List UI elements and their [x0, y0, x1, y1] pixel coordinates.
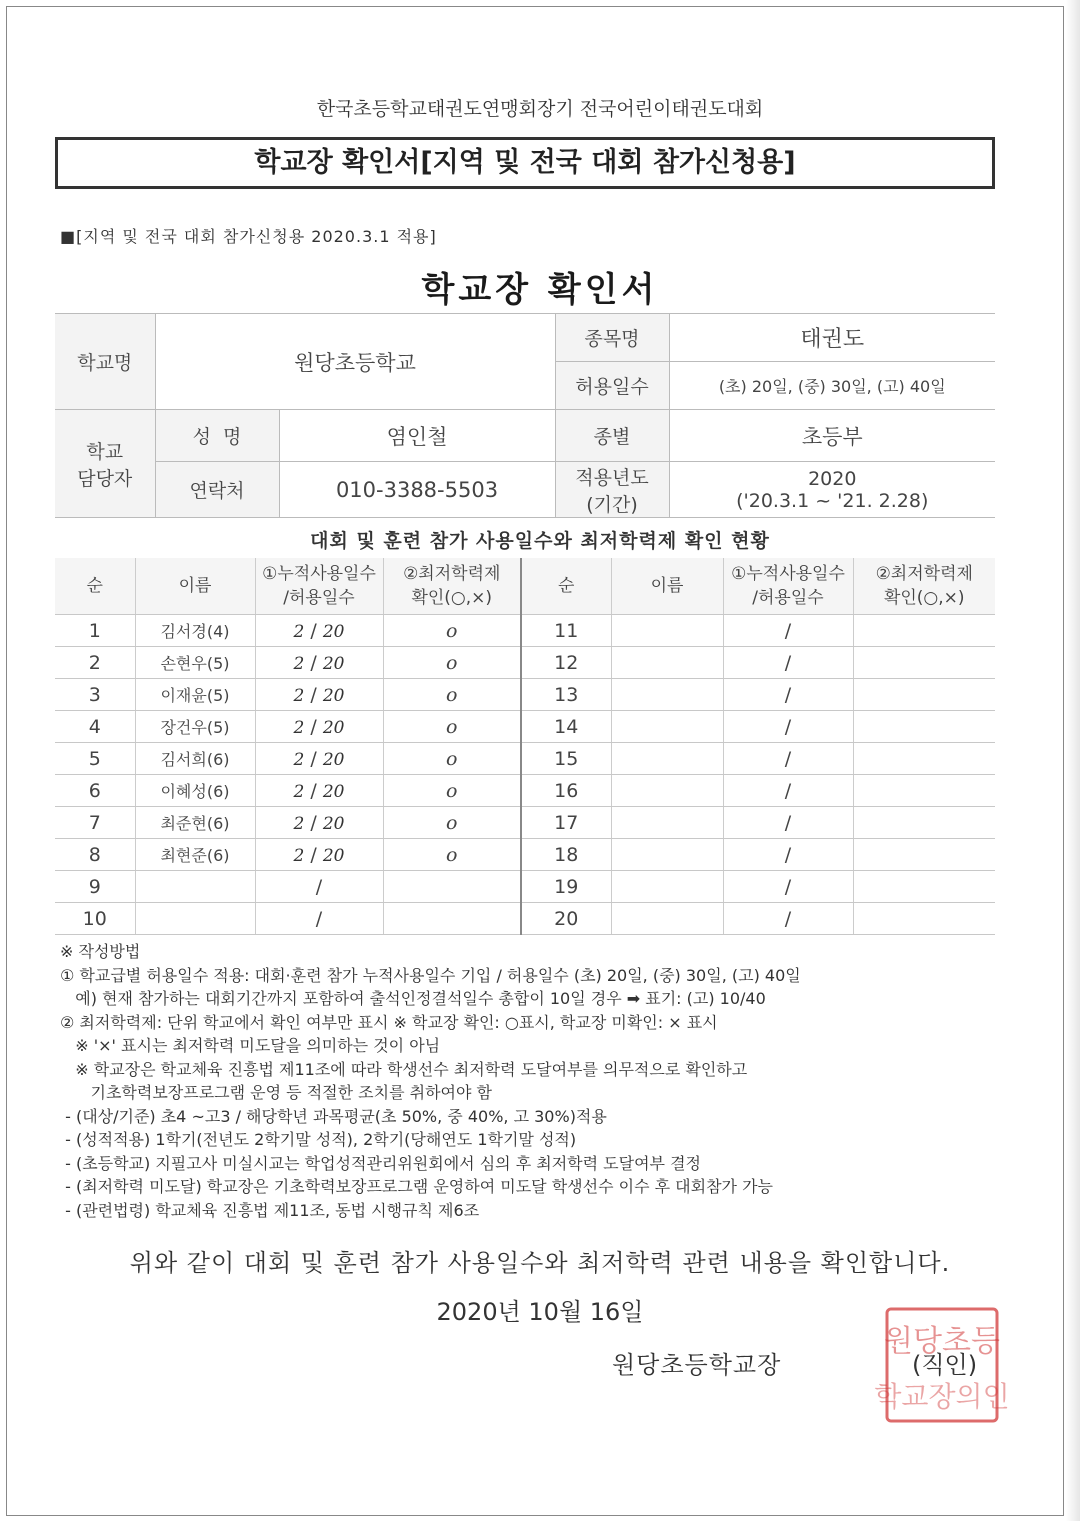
header-days — [255, 558, 383, 615]
student-name-right — [611, 871, 723, 903]
slash: / — [310, 683, 317, 706]
table-row — [55, 711, 995, 743]
instruction-line: - (성적적용) 1학기(전년도 2학기말 성적), 2학기(당해연도 1학기말 성적) — [60, 1130, 577, 1149]
row-no: 1 — [55, 615, 135, 647]
student-name-right — [611, 775, 723, 807]
instruction-line: ※ 학교장은 학교체육 진흥법 제11조에 따라 학생선수 최저학력 도달여부를 의무적으로 확인하고 — [60, 1059, 748, 1079]
slash: / — [784, 843, 792, 866]
allowed-label: 허용일수 — [555, 362, 669, 410]
row-no-right: 17 — [521, 807, 611, 839]
instruction-line: - (관련법령) 학교체육 진흥법 제11조, 동법 시행규칙 제6조 — [60, 1200, 480, 1220]
allowed-days: 20 — [322, 621, 345, 642]
table-row — [55, 839, 995, 871]
application-note: ■[지역 및 전국 대회 참가신청용 2020.3.1 적용] — [60, 227, 437, 246]
table-row — [55, 679, 995, 711]
used-days: 2 — [293, 781, 305, 802]
allowed-days: 20 — [322, 845, 345, 866]
row-no: 9 — [55, 871, 135, 903]
slash: / — [784, 747, 792, 770]
student-name-right — [611, 903, 723, 935]
header-days-right-line1: ①누적사용일수 — [731, 564, 845, 584]
confirmation-statement: 위와 같이 대회 및 훈련 참가 사용일수와 최저학력 관련 내용을 확인합니다. — [129, 1249, 951, 1277]
header-check-line2: 확인(○,×) — [411, 588, 493, 608]
name-value: 염인철 — [279, 410, 555, 462]
used-days: 2 — [293, 845, 305, 866]
days-cell — [255, 679, 383, 711]
instruction-line: - (대상/기준) 초4 ~고3 / 해당학년 과목평균(초 50%, 중 40%, 고 30%)적용 — [60, 1106, 607, 1126]
allowed-days: 20 — [322, 781, 345, 802]
check-cell-right — [853, 615, 995, 647]
days-cell-right — [723, 679, 853, 711]
contact-label: 연락처 — [155, 462, 279, 518]
row-no: 7 — [55, 807, 135, 839]
check-cell: o — [383, 839, 521, 871]
days-cell-right — [723, 839, 853, 871]
row-no-right: 15 — [521, 743, 611, 775]
row-no: 3 — [55, 679, 135, 711]
header-name-right: 이름 — [611, 558, 723, 615]
student-name-right — [611, 711, 723, 743]
row-no: 4 — [55, 711, 135, 743]
used-days: 2 — [293, 813, 305, 834]
manager-label — [55, 410, 155, 518]
header-check — [383, 558, 521, 615]
used-days: 2 — [293, 621, 305, 642]
days-cell — [255, 711, 383, 743]
contact-value: 010-3388-5503 — [279, 462, 555, 518]
manager-label-line2: 담당자 — [77, 467, 133, 490]
slash: / — [784, 651, 792, 674]
event-label: 종목명 — [555, 314, 669, 362]
used-days: 2 — [293, 717, 305, 738]
row-no: 2 — [55, 647, 135, 679]
header-days-right — [723, 558, 853, 615]
student-name-right — [611, 647, 723, 679]
days-cell-right — [723, 647, 853, 679]
header-check-right-line1: ②최저학력제 — [875, 564, 973, 584]
header-days-line2: /허용일수 — [283, 588, 355, 608]
school-value: 원당초등학교 — [155, 314, 555, 410]
writing-instructions — [60, 940, 1020, 1222]
check-cell: o — [383, 615, 521, 647]
slash: / — [310, 747, 317, 770]
slash: / — [310, 651, 317, 674]
instruction-line: ① 학교급별 허용일수 적용: 대회·훈련 참가 누적사용일수 기입 / 허용일수 (초) 20일, (중) 30일, (고) 40일 — [60, 965, 801, 985]
allowed-days: 20 — [322, 717, 345, 738]
manager-label-line1: 학교 — [86, 440, 124, 463]
row-no-right: 11 — [521, 615, 611, 647]
days-cell-right — [723, 775, 853, 807]
slash: / — [784, 811, 792, 834]
check-cell-right — [853, 775, 995, 807]
days-cell — [255, 647, 383, 679]
seal-label: (직인) — [912, 1351, 978, 1379]
check-cell-right — [853, 743, 995, 775]
used-days: 2 — [293, 749, 305, 770]
allowed-days: 20 — [322, 653, 345, 674]
year-value-line1: 2020 — [808, 467, 857, 490]
row-no: 8 — [55, 839, 135, 871]
student-name: 최현준(6) — [135, 839, 255, 871]
info-table — [55, 313, 995, 518]
header-check-line1: ②최저학력제 — [403, 564, 501, 584]
row-no-right: 14 — [521, 711, 611, 743]
header-check-right — [853, 558, 995, 615]
instruction-line: ※ '×' 표시는 최저학력 미도달을 의미하는 것이 아님 — [60, 1036, 441, 1055]
row-no-right: 13 — [521, 679, 611, 711]
table-row — [55, 743, 995, 775]
slash: / — [784, 875, 792, 898]
instruction-line: - (최저학력 미도달) 학교장은 기초학력보장프로그램 운영하여 미도달 학생선수 이수 후 대회참가 가능 — [60, 1177, 773, 1196]
category-label: 종별 — [555, 410, 669, 462]
row-no-right: 12 — [521, 647, 611, 679]
student-name — [135, 903, 255, 935]
student-name-right — [611, 807, 723, 839]
year-label-line1: 적용년도 — [575, 466, 649, 489]
check-cell — [383, 903, 521, 935]
check-cell-right — [853, 807, 995, 839]
instruction-line: 예) 현재 참가하는 대회기간까지 포함하여 출석인정결석일수 총합이 10일 경우 ➡ 표기: (고) 10/40 — [60, 989, 766, 1008]
slash: / — [784, 683, 792, 706]
student-name-right — [611, 615, 723, 647]
student-name: 김서경(4) — [135, 615, 255, 647]
instruction-line: ※ 작성방법 — [60, 942, 141, 961]
used-days: 2 — [293, 653, 305, 674]
competition-header: 한국초등학교태권도연맹회장기 전국어린이태권도대회 — [316, 98, 764, 120]
student-name — [135, 871, 255, 903]
slash: / — [315, 907, 323, 930]
row-no: 10 — [55, 903, 135, 935]
allowed-days: 20 — [322, 813, 345, 834]
student-name: 이재윤(5) — [135, 679, 255, 711]
usage-table — [55, 558, 995, 935]
table-row — [55, 647, 995, 679]
document-title: 학교장 확인서 — [421, 270, 659, 310]
row-no-right: 20 — [521, 903, 611, 935]
student-name: 이혜성(6) — [135, 775, 255, 807]
check-cell: o — [383, 711, 521, 743]
slash: / — [784, 779, 792, 802]
allowed-days: 20 — [322, 685, 345, 706]
days-cell-right — [723, 903, 853, 935]
instruction-line: ② 최저학력제: 단위 학교에서 확인 여부만 표시 ※ 학교장 확인: ○표시, 학교장 미확인: × 표시 — [60, 1012, 718, 1032]
year-value — [669, 462, 995, 518]
name-label: 성 명 — [155, 410, 279, 462]
table-row — [55, 903, 995, 935]
allowed-value: (초) 20일, (중) 30일, (고) 40일 — [669, 362, 995, 410]
slash: / — [310, 811, 317, 834]
header-no-right: 순 — [521, 558, 611, 615]
header-name: 이름 — [135, 558, 255, 615]
year-value-line2: ('20.3.1 ~ '21. 2.28) — [736, 489, 929, 512]
document-date: 2020년 10월 16일 — [436, 1298, 644, 1326]
category-value: 초등부 — [669, 410, 995, 462]
row-no-right: 18 — [521, 839, 611, 871]
student-name: 김서희(6) — [135, 743, 255, 775]
check-cell: o — [383, 807, 521, 839]
slash: / — [315, 875, 323, 898]
table-row — [55, 615, 995, 647]
days-cell — [255, 871, 383, 903]
check-cell-right — [853, 839, 995, 871]
check-cell: o — [383, 647, 521, 679]
slash: / — [310, 715, 317, 738]
table-row — [55, 807, 995, 839]
table-row — [55, 775, 995, 807]
year-label-line2: (기간) — [586, 493, 638, 516]
days-cell — [255, 775, 383, 807]
header-days-right-line2: /허용일수 — [752, 588, 824, 608]
header-check-right-line2: 확인(○,×) — [883, 588, 965, 608]
instruction-line: 기초학력보장프로그램 운영 등 적절한 조치를 취하여야 함 — [60, 1083, 492, 1102]
days-cell — [255, 807, 383, 839]
row-no: 5 — [55, 743, 135, 775]
student-name: 최준현(6) — [135, 807, 255, 839]
student-name-right — [611, 839, 723, 871]
slash: / — [784, 907, 792, 930]
student-name: 장건우(5) — [135, 711, 255, 743]
row-no: 6 — [55, 775, 135, 807]
days-cell — [255, 615, 383, 647]
row-no-right: 19 — [521, 871, 611, 903]
slash: / — [310, 843, 317, 866]
header-no: 순 — [55, 558, 135, 615]
check-cell: o — [383, 775, 521, 807]
days-cell-right — [723, 807, 853, 839]
school-label: 학교명 — [55, 314, 155, 410]
section-title: 대회 및 훈련 참가 사용일수와 최저학력제 확인 현황 — [310, 530, 770, 552]
year-label — [555, 462, 669, 518]
table-row — [55, 871, 995, 903]
svg-text:학교장의인: 학교장의인 — [874, 1380, 1010, 1413]
check-cell-right — [853, 903, 995, 935]
student-name-right — [611, 743, 723, 775]
title-box: 학교장 확인서[지역 및 전국 대회 참가신청용] — [55, 137, 995, 189]
slash: / — [310, 619, 317, 642]
check-cell: o — [383, 743, 521, 775]
allowed-days: 20 — [322, 749, 345, 770]
header-days-line1: ①누적사용일수 — [262, 564, 376, 584]
principal-title: 원당초등학교장 — [612, 1351, 782, 1379]
student-name: 손현우(5) — [135, 647, 255, 679]
instruction-line: - (초등학교) 지필고사 미실시교는 학업성적관리위원회에서 심의 후 최저학력 도달여부 결정 — [60, 1153, 701, 1173]
check-cell-right — [853, 711, 995, 743]
svg-text:원당초등: 원당초등 — [884, 1324, 1000, 1359]
days-cell — [255, 839, 383, 871]
slash: / — [310, 779, 317, 802]
days-cell-right — [723, 711, 853, 743]
check-cell — [383, 871, 521, 903]
check-cell-right — [853, 679, 995, 711]
check-cell: o — [383, 679, 521, 711]
slash: / — [784, 619, 792, 642]
days-cell — [255, 903, 383, 935]
check-cell-right — [853, 647, 995, 679]
event-value: 태권도 — [669, 314, 995, 362]
days-cell — [255, 743, 383, 775]
check-cell-right — [853, 871, 995, 903]
slash: / — [784, 715, 792, 738]
row-no-right: 16 — [521, 775, 611, 807]
days-cell-right — [723, 871, 853, 903]
days-cell-right — [723, 743, 853, 775]
used-days: 2 — [293, 685, 305, 706]
days-cell-right — [723, 615, 853, 647]
student-name-right — [611, 679, 723, 711]
